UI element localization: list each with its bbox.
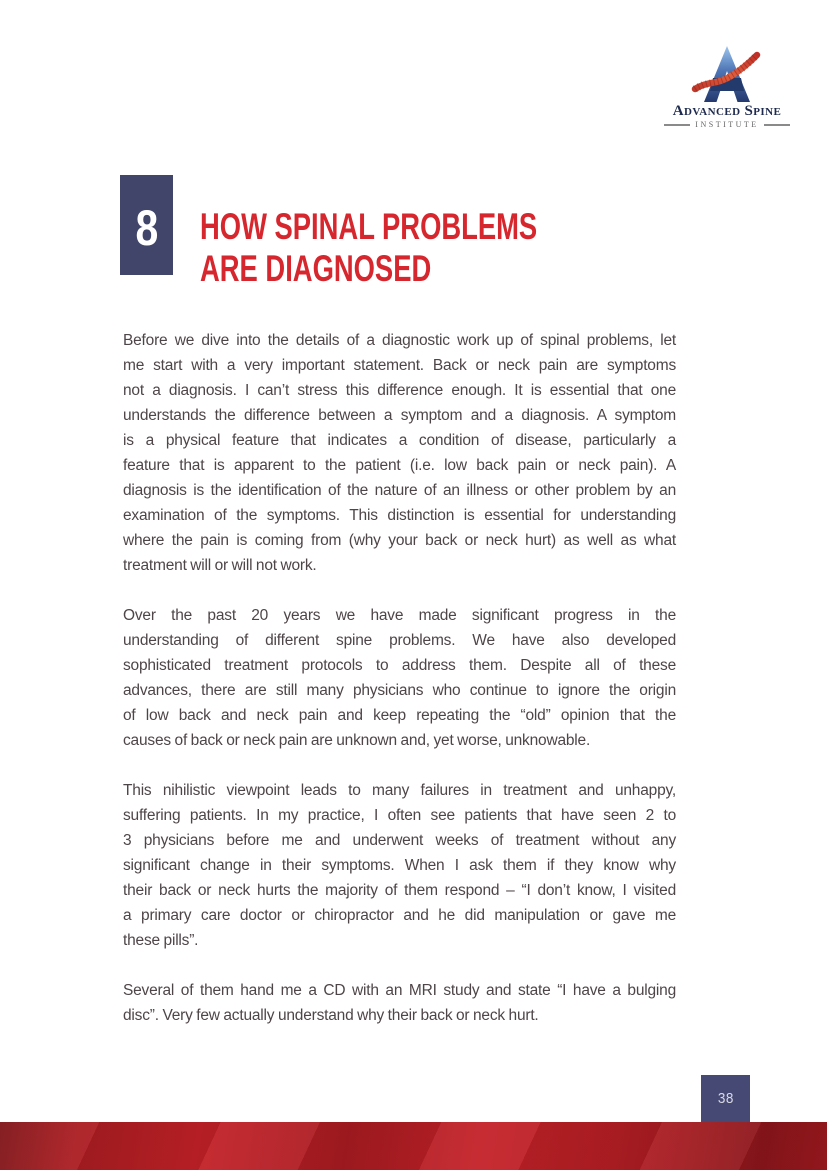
logo-rule-left [664,124,690,126]
logo-rule-right [764,124,790,126]
body-text [123,328,676,1053]
text-line: This nihilistic viewpoint leads to many failures in treatment and unhappy, [123,782,676,799]
text-line: of low back and neck pain and keep repeating the “old” opinion that the [123,707,676,724]
paragraph-2 [123,603,676,753]
paragraph-3 [123,778,676,953]
text-line: significant change in their symptoms. When I ask them if they know why [123,857,676,874]
text-line: where the pain is coming from (why your back or neck hurt) as well as what [123,532,676,549]
text-line: sophisticated treatment protocols to address them. Despite all of these [123,657,676,674]
paragraph-4 [123,978,676,1028]
text-line: their back or neck hurts the majority of them respond – “I don’t know, I visited [123,882,676,899]
text-line: understands the difference between a symptom and a diagnosis. A symptom [123,407,676,424]
text-line: Before we dive into the details of a diagnostic work up of spinal problems, let [123,332,676,349]
advanced-spine-logo [657,45,797,129]
chapter-number: 8 [135,200,158,256]
text-line: these pills”. [123,932,199,949]
chapter-title-line2: ARE DIAGNOSED [200,248,432,289]
logo-a-spine-icon [691,45,763,103]
text-line: a primary care doctor or chiropractor and he did manipulation or gave me [123,907,676,924]
page-number: 38 [717,1090,734,1107]
text-line: disc”. Very few actually understand why their back or neck hurt. [123,1007,539,1024]
text-line: examination of the symptoms. This distinction is essential for understanding [123,507,676,524]
text-line: is a physical feature that indicates a condition of disease, particularly a [123,432,676,449]
text-line: 3 physicians before me and underwent weeks of treatment without any [123,832,676,849]
paragraph-1 [123,328,676,578]
footer-red-bar [0,1122,827,1170]
text-line: understanding of different spine problems. We have also developed [123,632,676,649]
text-line: advances, there are still many physicians who continue to ignore the origin [123,682,676,699]
text-line: me start with a very important statement. Back or neck pain are symptoms [123,357,676,374]
text-line: Over the past 20 years we have made significant progress in the [123,607,676,624]
chapter-title-line1: HOW SPINAL PROBLEMS [200,206,538,247]
chapter-title [200,206,656,290]
text-line: causes of back or neck pain are unknown and, yet worse, unknowable. [123,732,591,749]
logo-subtitle-row [657,120,797,129]
logo-title: Advanced Spine [672,103,782,119]
text-line: treatment will or will not work. [123,557,317,574]
text-line: diagnosis is the identification of the nature of an illness or other problem by an [123,482,676,499]
page-number-box [701,1075,750,1122]
chapter-number-box [120,175,173,275]
text-line: not a diagnosis. I can’t stress this difference enough. It is essential that one [123,382,676,399]
logo-subtitle: INSTITUTE [695,120,759,129]
text-line: Several of them hand me a CD with an MRI study and state “I have a bulging [123,982,676,999]
text-line: feature that is apparent to the patient (i.e. low back pain or neck pain). A [123,457,676,474]
text-line: suffering patients. In my practice, I often see patients that have seen 2 to [123,807,676,824]
